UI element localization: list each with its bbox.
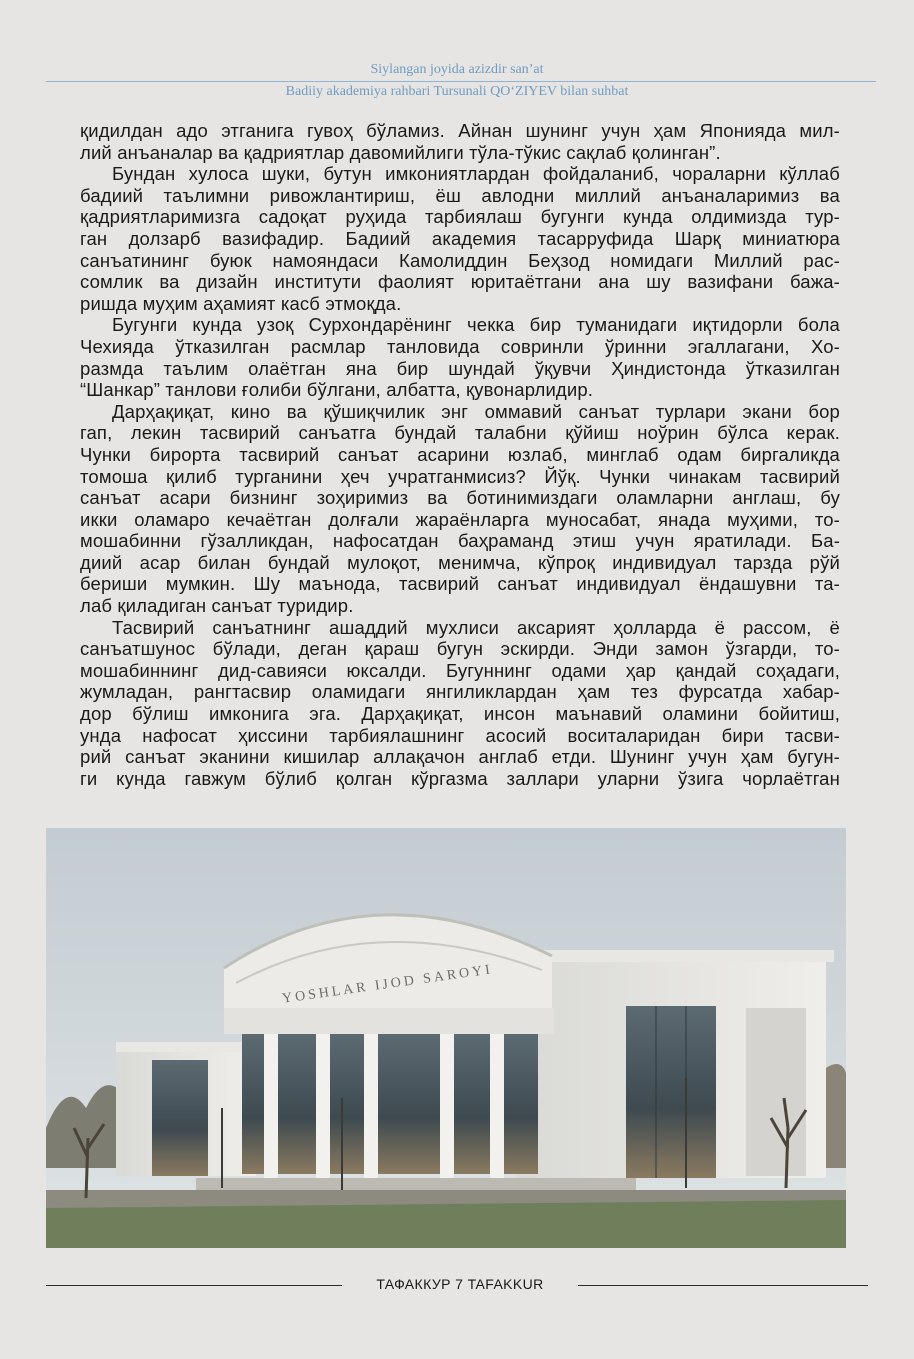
text-line: унда нафосат ҳиссини тарбиялашнинг асосий воситаларидан бири тасви- bbox=[80, 724, 840, 746]
footer-rule-left bbox=[46, 1285, 342, 1286]
text-line: мошабинни гўзалликдан, нафосатдан баҳраманд этиш учун яратилади. Ба- bbox=[80, 530, 840, 552]
palace-illustration bbox=[46, 828, 846, 1248]
text-line: ган долзарб вазифадир. Бадиий академия тасарруфида Шарқ миниатюра bbox=[80, 227, 840, 249]
text-line: томоша қилиб турганини ҳеч учратганмисиз? Йўқ. Чунки чинакам тасвирий bbox=[80, 465, 840, 487]
article-body bbox=[80, 120, 840, 789]
text-line: санъат асари бизнинг зоҳиримиз ва ботинимиздаги оламларни англаш, бу bbox=[80, 487, 840, 509]
text-line: рий санъат эканини кишилар аллақачон англаб етди. Шунинг учун ҳам бугун- bbox=[80, 746, 840, 768]
text-line: мошабиннинг дид-савияси юксалди. Бугуннинг одами ҳар қандай соҳадаги, bbox=[80, 659, 840, 681]
text-line: Дарҳақиқат, кино ва қўшиқчилик энг оммавий санъат турлари экани бор bbox=[112, 400, 840, 422]
text-line: размда таълим олаётган яна бир шундай ўқувчи Ҳиндистонда ўтказилган bbox=[80, 357, 840, 379]
header-rule bbox=[46, 81, 876, 82]
text-line: ги кунда гавжум бўлиб қолган кўргазма заллари уларни ўзига чорлаётган bbox=[80, 767, 840, 789]
text-line: Бугунги кунда узоқ Сурхондарёнинг чекка бир туманидаги иқтидорли бола bbox=[112, 314, 840, 336]
text-line: бериши мумкин. Шу маънода, тасвирий санъат индивидуал ёндашувни та- bbox=[80, 573, 840, 595]
text-line: гап, лекин тасвирий санъатга бундай талабни қўйиш ноўрин бўлса керак. bbox=[80, 422, 840, 444]
text-line: санъатининг буюк намояндаси Камолиддин Беҳзод номидаги Миллий рас- bbox=[80, 249, 840, 271]
text-line: жумладан, рангтасвир оламидаги янгиликлардан ҳам тез фурсатда хабар- bbox=[80, 681, 840, 703]
text-line: диий асар билан бундай мулоқот, менимча, кўпроқ индивидуал тарзда рўй bbox=[80, 551, 840, 573]
text-line: қидилдан адо этганига гувоҳ бўламиз. Айнан шунинг учун ҳам Японияда мил- bbox=[80, 120, 840, 141]
building-photo bbox=[46, 828, 846, 1248]
text-line: қадриятларимизга садоқат руҳида тарбиялаш бугунги кунда олдимизда тур- bbox=[80, 206, 840, 228]
text-line: Бундан хулоса шуки, бутун имкониятлардан фойдаланиб, чораларни кўллаб bbox=[112, 163, 840, 185]
text-line: “Шанкар” танлови ғолиби бўлгани, албатта, қувонарлидир. bbox=[80, 379, 594, 401]
text-line: бадиий таълимни ривожлантириш, ёш авлодни миллий анъаналаримиз ва bbox=[80, 184, 840, 206]
page-footer: ТАФАККУР 7 TAFAKKUR bbox=[376, 1276, 544, 1292]
footer-rule-right bbox=[578, 1285, 868, 1286]
text-line: икки оламаро кечаётган долғали жараёнларга муносабат, янада муҳими, то- bbox=[80, 508, 840, 530]
text-line: сомлик ва дизайн институти фаолият юритаётгани ана шу вазифани бажа- bbox=[80, 271, 840, 293]
text-line: Чунки бирорта тасвирий санъат асарини юзлаб, минглаб одам биргаликда bbox=[80, 443, 840, 465]
running-header-subtitle: Badiiy akademiya rahbari Tursunali QO‘ZIYEV bilan suhbat bbox=[285, 84, 629, 99]
text-line: лаб қиладиган санъат туридир. bbox=[80, 595, 354, 617]
text-line: лий анъаналар ва қадриятлар давомийлиги тўла-тўкис сақлаб қолинган”. bbox=[80, 141, 721, 163]
running-header-title: Siylangan joyida azizdir san’at bbox=[370, 62, 544, 77]
text-line: санъатшунос бўлади, деган қараш бугун эскирди. Энди замон ўзгарди, то- bbox=[80, 638, 840, 660]
text-line: Чехияда ўтказилган расмлар танловида совринли ўринни эгаллагани, Хо- bbox=[80, 335, 840, 357]
text-line: Тасвирий санъатнинг ашаддий мухлиси аксарият ҳолларда ё рассом, ё bbox=[112, 616, 840, 638]
text-line: ришда муҳим аҳамият касб этмоқда. bbox=[80, 292, 402, 314]
text-line: дор бўлиш имконига эга. Дарҳақиқат, инсон маънавий оламини бойитиш, bbox=[80, 703, 840, 725]
building-sign: YOSHLAR IJOD SAROYI bbox=[281, 962, 494, 1007]
